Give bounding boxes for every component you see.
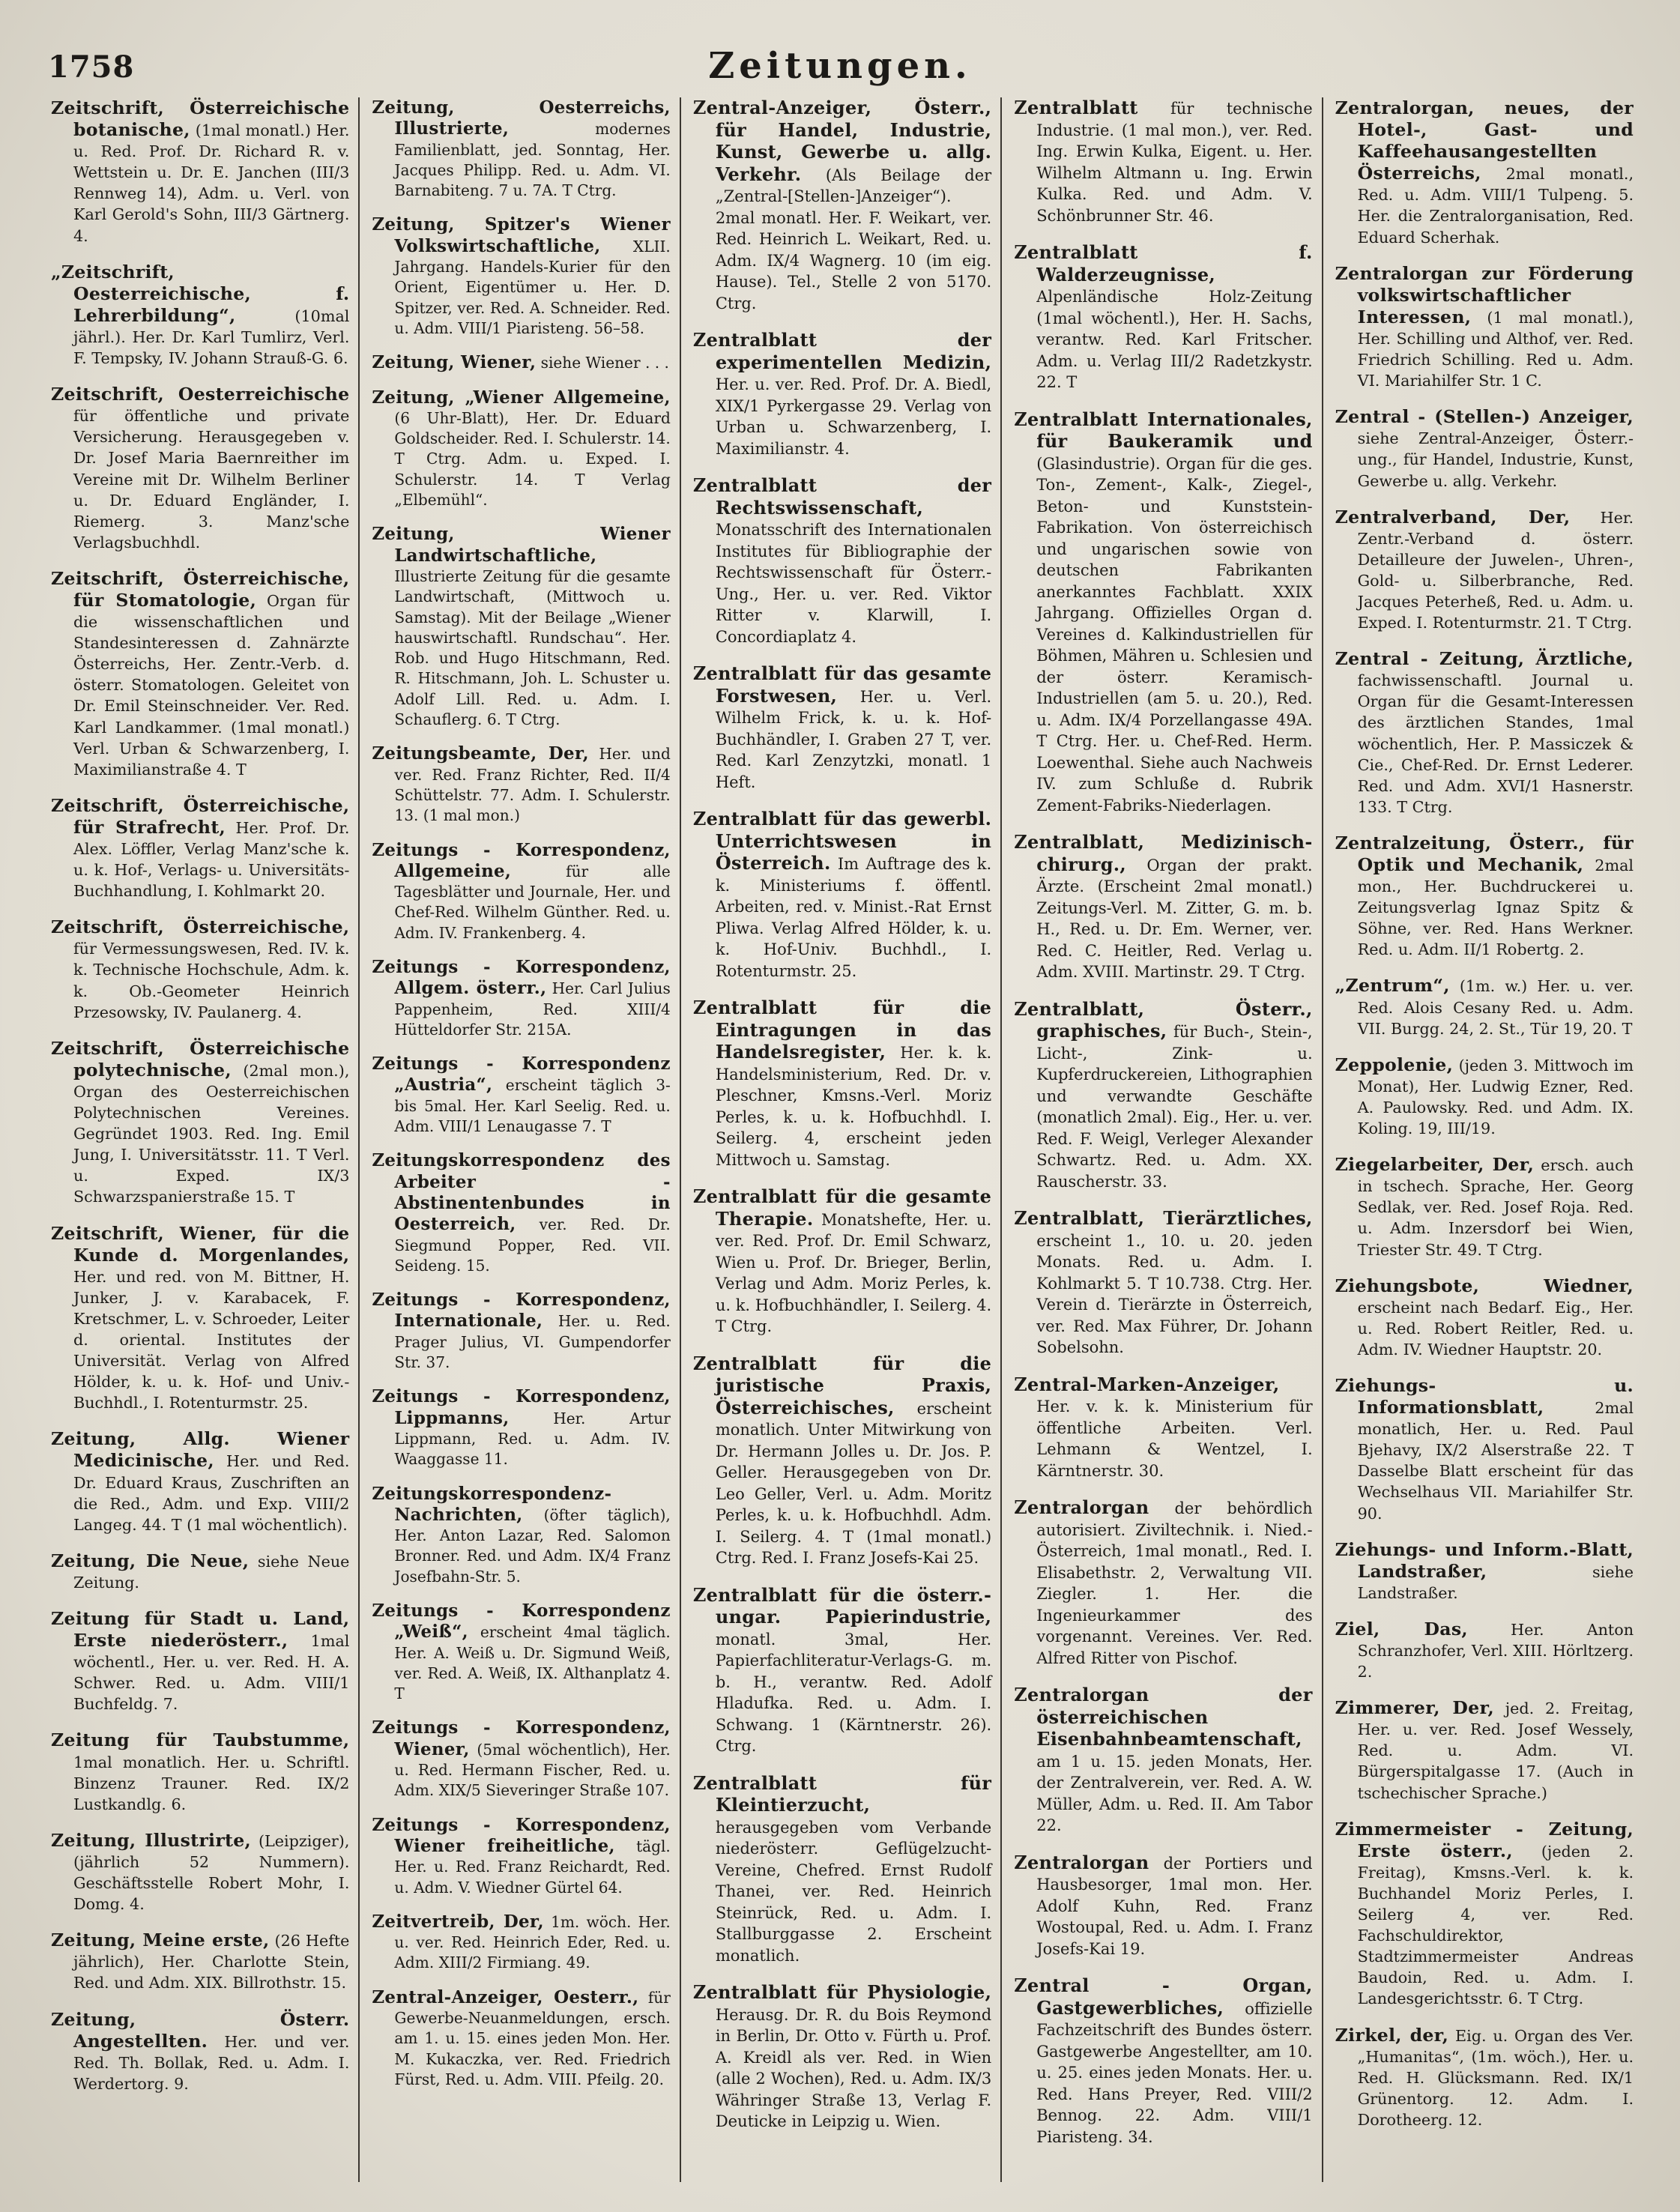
entry-headword: Zentral-Anzeiger, Oesterr., (372, 1986, 639, 2007)
entry-body: (1mal monatl.) Her. u. Red. Prof. Dr. Richard R. v. Wettstein u. Dr. E. Janchen (III/3 Rennweg 14), Adm. u. Verl. von Karl Gerold's Sohn, III/3 Gärtnerg. 4. (73, 121, 350, 245)
directory-entry (1335, 406, 1634, 491)
directory-entry (693, 1982, 991, 2133)
directory-entry (1335, 648, 1634, 818)
entry-headword: Zeitschrift, Österreichische, (51, 916, 350, 938)
entry-body: (1 mal monatl.), Her. Schilling und Althof, ver. Red. Friedrich Schilling. Red u. Adm. VI. Mariahilfer Str. 1 C. (1357, 308, 1634, 390)
entry-body: (Als Beilage der „Zentral-[Stellen-]Anzeiger“). 2mal monatl. Her. F. Weikart, ver. Red. Heinrich L. Weikart, Red. u. Adm. IX/4 Wagnerg. 10 (im eig. Hause). Tel., Stelle 2 von 5170. Ctrg. (715, 166, 992, 312)
entry-headword: Zentralblatt für die juristische Praxis, Österreichisches, (692, 1353, 992, 1418)
directory-entry (51, 1550, 349, 1593)
entry-body: jed. 2. Freitag, Her. u. ver. Red. Josef Wessely, Red. u. Adm. VI. Bürgerspitalgasse 17. (Auch in tschechischer Sprache.) (1357, 1699, 1634, 1802)
entry-headword: Ziehungs- u. Informationsblatt, (1335, 1374, 1634, 1418)
entry-body: Her. Zentr.-Verband d. österr. Detailleure der Juwelen-, Uhren-, Gold- u. Silberbranche, Red. Jacques Peterheß, Red. u. Adm. u. Exped. I. Rotenturmstr. 21. T Ctrg. (1357, 508, 1634, 632)
directory-entry (1335, 1539, 1634, 1604)
directory-entry (372, 387, 670, 511)
entry-headword: Zeitung, Meine erste, (51, 1930, 270, 1951)
entry-headword: Ziehungsbote, Wiedner, (1335, 1275, 1634, 1296)
entry-headword: Zentralorgan (1014, 1852, 1149, 1873)
entry-headword: Zeitung für Taubstumme, (51, 1729, 350, 1751)
entry-body: Im Auftrage des k. k. Ministeriums f. öffentl. Arbeiten, red. v. Minist.-Rat Ernst Pliwa. Verlag Alfred Hölder, k. u. k. Hof-Univ. Buchhdl., I. Rotenturmstr. 25. (715, 855, 992, 980)
entry-body: (5mal wöchentlich), Her. u. Red. Hermann Fischer, Red. u. Adm. XIX/5 Sieveringer Straße 107. (394, 1740, 671, 1800)
entry-headword: Zeitungs - Korrespondenz „Austria“, (372, 1054, 671, 1096)
entry-body: Her. und red. von M. Bittner, H. Junker, J. v. Karabacek, F. Kretschmer, L. v. Schroeder, Leiter d. oriental. Institutes der Universität. Verlag von Alfred Hölder, k. u. k. Hof- und Univ.-Buchhdl., I. Rotenturmstr. 25. (73, 1267, 350, 1412)
directory-entry (693, 997, 991, 1170)
entry-headword: Zeppolenie, (1335, 1054, 1454, 1075)
entry-headword: Zentralorgan, neues, der Hotel-, Gast- und Kaffeehausangestellten Österreichs, (1335, 97, 1634, 184)
directory-entry (693, 97, 991, 314)
directory-entry (1014, 1208, 1312, 1359)
entry-body: Illustrierte Zeitung für die gesamte Landwirtschaft, (Mittwoch u. Samstag). Mit der Beilage „Wiener hauswirtschaftl. Rundschau“. Her. Rob. und Hugo Hitschmann, Red. R. Hitschmann, Joh. L. Schuster u. Adolf Lill. Red. u. Adm. I. Schauflerg. 6. T Ctrg. (394, 566, 671, 729)
directory-entry (693, 475, 991, 647)
directory-entry (693, 663, 991, 793)
directory-entry (372, 214, 670, 339)
entry-headword: Zentralblatt für das gewerbl. Unterrichtswesen in Österreich. (692, 809, 992, 874)
directory-entry (51, 262, 349, 369)
entry-body: Alpenländische Holz-Zeitung (1mal wöchentl.), Her. H. Sachs, verantw. Red. Karl Fritscher. Adm. u. Verlag III/2 Radetzkystr. 22. T (1036, 288, 1313, 391)
directory-entry (372, 1601, 670, 1704)
entry-headword: Zentralverband, Der, (1335, 506, 1571, 528)
entry-body: Her. Anton Schranzhofer, Verl. XIII. Hörltzerg. 2. (1357, 1620, 1634, 1681)
directory-entry (372, 1484, 670, 1587)
entry-body: ver. Red. Dr. Siegmund Popper, Red. VII. Seideng. 15. (394, 1215, 671, 1275)
directory-entry (1335, 1819, 1634, 2010)
directory-entry (1335, 1154, 1634, 1260)
entry-headword: Zeitung, Österr. Angestellten. (51, 2008, 350, 2052)
directory-entry (1335, 2025, 1634, 2130)
entry-body: siehe Landstraßer. (1357, 1562, 1634, 1602)
entry-body: erscheint täglich 3- bis 5mal. Her. Karl Seelig. Red. u. Adm. VIII/1 Lenaugasse 7. T (394, 1076, 671, 1136)
directory-entry (1335, 97, 1634, 248)
entry-body: 1mal monatlich. Her. u. Schriftl. Binzenz Trauner. Red. IX/2 Lustkandlg. 6. (73, 1753, 350, 1813)
directory-entry (1335, 1054, 1634, 1139)
entry-headword: Zeitungs - Korrespondenz, Wiener freiheitliche, (372, 1814, 671, 1856)
entry-body: Her. Artur Lippmann, Red. u. Adm. IV. Waaggasse 11. (394, 1409, 671, 1469)
directory-entry (372, 1912, 670, 1974)
entry-headword: Zimmermeister - Zeitung, Erste österr., (1335, 1818, 1634, 1861)
entry-body: für Vermessungswesen, Red. IV. k. k. Technische Hochschule, Adm. k. k. Ob.-Geometer Heinrich Przesowsky, IV. Paulanerg. 4. (73, 940, 350, 1021)
entry-headword: Ziehungs- und Inform.-Blatt, Landstraßer, (1335, 1538, 1634, 1582)
entry-body: siehe Neue Zeitung. (73, 1552, 350, 1592)
entry-headword: Zeitungskorrespondenz-Nachrichten, (372, 1483, 612, 1525)
entry-headword: Zentral-Anzeiger, Österr., für Handel, Industrie, Kunst, Gewerbe u. allg. Verkehr. (692, 97, 992, 185)
entry-headword: Zentralblatt (1014, 97, 1138, 118)
entry-body: siehe Wiener . . . (536, 354, 669, 372)
directory-entry (1014, 97, 1312, 226)
directory-entry (1335, 1375, 1634, 1524)
entry-headword: Zentralblatt f. Walderzeugnisse, (1014, 242, 1313, 285)
column-5 (1322, 97, 1643, 2182)
directory-entry (372, 1054, 670, 1137)
entry-headword: Zentralblatt, Österr., graphisches, (1014, 998, 1313, 1042)
directory-entry (1335, 975, 1634, 1039)
entry-body: Herausg. Dr. R. du Bois Reymond in Berlin, Dr. Otto v. Fürth u. Prof. A. Kreidl als ver. Red. in Wien (alle 2 Wochen), Red. u. Adm. IX/3 Währinger Straße 13, Verlag F. Deuticke in Leipzig u. Wien. (715, 2005, 992, 2130)
directory-entry (693, 330, 991, 459)
directory-entry (372, 840, 670, 943)
entry-headword: „Zentrum“, (1335, 975, 1450, 997)
directory-entry (1335, 832, 1634, 961)
entry-headword: Zentral - Organ, Gastgewerbliches, (1014, 1975, 1313, 2019)
entry-body: (2mal mon.), Organ des Oesterreichischen Polytechnischen Vereines. Gegründet 1903. Red. Ing. Emil Jung, I. Universitätsstr. 11. T Verl. u. Exped. IX/3 Schwarzspanierstraße 15. T (73, 1061, 350, 1206)
entry-headword: Zeitschrift, Oesterreichische (51, 384, 350, 405)
entry-headword: Zentralblatt der Rechtswissenschaft, (692, 475, 992, 519)
directory-entry (372, 1150, 670, 1276)
entry-headword: Zentral-Marken-Anzeiger, (1014, 1374, 1280, 1395)
entry-headword: Zeitungskorrespondenz des Arbeiter - Abstinentenbundes in Oesterreich, (372, 1150, 671, 1235)
entry-body: 2mal mon., Her. Buchdruckerei u. Zeitungsverlag Ignaz Spitz & Söhne, ver. Red. Hans Werkner. Red. u. Adm. II/1 Robertg. 2. (1357, 856, 1634, 959)
entry-body: herausgegeben vom Verbande niederösterr. Geflügelzucht-Vereine, Chefred. Ernst Rudolf Thanei, ver. Red. Heinrich Steinrück, Red. u. Adm. I. Stallburggasse 2. Erscheint monatlich. (715, 1818, 992, 1965)
entry-body: fachwissenschaftl. Journal u. Organ für die Gesamt-Interessen des ärztlichen Standes, 1mal wöchentlich, Her. P. Massiczek & Cie., Chef-Red. Dr. Ernst Lederer. Red. und Adm. XVI/1 Hasnerstr. 133. T Ctrg. (1357, 671, 1634, 816)
directory-entry (693, 809, 991, 982)
directory-entry (1014, 999, 1312, 1193)
entry-headword: Zentralblatt, Medizinisch-chirurg., (1014, 832, 1313, 875)
entry-body: (6 Uhr-Blatt), Her. Dr. Eduard Goldscheider. Red. I. Schulerstr. 14. T Ctrg. Adm. u. Exped. I. Schulerstr. 14. T Verlag „Elbemühl“. (394, 408, 671, 510)
entry-body: für technische Industrie. (1 mal mon.), ver. Red. Ing. Erwin Kulka, Eigent. u. Her. Wilhelm Altmann u. Ing. Erwin Kulka. Red. und Adm. V. Schönbrunner Str. 46. (1036, 100, 1313, 225)
entry-body: für Gewerbe-Neuanmeldungen, ersch. am 1. u. 15. eines jeden Mon. Her. M. Kukaczka, ver. Red. Friedrich Fürst, Red. u. Adm. VIII. Pfeilg. 20. (394, 1988, 671, 2088)
entry-body: Her. Carl Julius Pappenheim, Red. XIII/4 Hütteldorfer Str. 215A. (394, 979, 671, 1039)
entry-body: am 1 u. 15. jeden Monats, Her. der Zentralverein, ver. Red. A. W. Müller, Adm. u. Red. II. Am Tabor 22. (1036, 1752, 1313, 1834)
entry-headword: Zentralblatt für die Eintragungen in das Handelsregister, (692, 997, 992, 1063)
entry-headword: Zentral - Zeitung, Ärztliche, (1335, 648, 1634, 670)
entry-body: der Portiers und Hausbesorger, 1mal mon. Her. Adolf Kuhn, Red. Franz Wostoupal, Red. u. Adm. I. Franz Josefs-Kai 19. (1036, 1854, 1313, 1958)
column-1 (48, 97, 358, 2182)
entry-headword: Zentralorgan zur Förderung volkswirtschaftlicher Interessen, (1335, 262, 1634, 327)
entry-headword: Zeitung, Oesterreichs, Illustrierte, (372, 97, 671, 139)
entry-headword: Zeitungsbeamte, Der, (372, 743, 589, 764)
directory-entry (372, 1815, 670, 1898)
entry-body: monatl. 3mal, Her. Papierfachliteratur-Verlags-G. m. b. H., verantw. Red. Adolf Hladufka. Red. u. Adm. I. Schwang. 1 (Kärntnerstr. 26). Ctrg. (715, 1630, 992, 1755)
entry-body: ersch. auch in tschech. Sprache, Her. Georg Sedlak, ver. Red. Josef Roja. Red. u. Adm. Inzersdorf bei Wien, Triester Str. 49. T Ctrg. (1357, 1156, 1634, 1259)
entry-headword: Zentralblatt für Kleintierzucht, (692, 1772, 992, 1816)
entry-headword: Zeitung, Wiener, (372, 352, 537, 373)
entry-headword: Zeitungs - Korrespondenz, Wiener, (372, 1717, 671, 1759)
entry-body: (Leipziger), (jährlich 52 Nummern). Geschäftsstelle Robert Mohr, I. Domg. 4. (73, 1831, 350, 1914)
entry-body: für Buch-, Stein-, Licht-, Zink- u. Kupferdruckereien, Lithographien und verwandte Geschäfte (monatlich 2mal). Eig., Her. u. ver. Red. F. Weigl, Verleger Alexander Schwartz. Red. u. Adm. XX. Rauscherstr. 33. (1036, 1023, 1313, 1191)
directory-entry (372, 1290, 670, 1373)
entry-headword: Ziel, Das, (1335, 1618, 1468, 1640)
entry-headword: Zentralblatt Internationales, für Baukeramik und (1014, 408, 1313, 452)
page-number: 1758 (48, 49, 135, 85)
directory-entry (51, 1038, 349, 1208)
entry-headword: „Zeitschrift, Oesterreichische, f. Lehrerbildung“, (51, 261, 350, 326)
entry-body: erscheint 1., 10. u. 20. jeden Monats. Red. u. Adm. I. Kohlmarkt 5. T 10.738. Ctrg. Her. Verein d. Tierärzte in Österreich, ver. Red. Max Führer, Dr. Johann Sobelsohn. (1036, 1231, 1313, 1356)
entry-body: für alle Tagesblätter und Journale, Her. und Chef-Red. Wilhelm Günther. Red. u. Adm. IV. Frankenberg. 4. (394, 862, 671, 942)
entry-body: (jeden 3. Mittwoch im Monat), Her. Ludwig Ezner, Red. A. Paulowsky. Red. und Adm. IX. Koling. 19, III/19. (1357, 1056, 1634, 1138)
entry-body: Her. u. ver. Red. Prof. Dr. A. Biedl, XIX/1 Pyrkergasse 29. Verlag von Urban u. Schwarzenberg, I. Maximilianstr. 4. (715, 375, 992, 458)
entry-headword: Zentralblatt für die österr.-ungar. Papierindustrie, (692, 1584, 992, 1628)
entry-headword: Zeitschrift, Österreichische, für Stomatologie, (51, 567, 350, 611)
entry-body: erscheint nach Bedarf. Eig., Her. u. Red. Robert Reitler, Red. u. Adm. IV. Wiedner Hauptstr. 20. (1357, 1298, 1634, 1359)
directory-entry (51, 1608, 349, 1714)
entry-headword: Zeitungs - Korrespondenz, Lippmanns, (372, 1386, 671, 1428)
directory-entry (372, 957, 670, 1040)
entry-headword: Zentralblatt für das gesamte Forstwesen, (692, 663, 992, 707)
entry-body: tägl. Her. u. Red. Franz Reichardt, Red. u. Adm. V. Wiedner Gürtel 64. (394, 1837, 671, 1897)
directory-columns (48, 97, 1643, 2182)
entry-body: (1m. w.) Her. u. ver. Red. Alois Cesany Red. u. Adm. VII. Burgg. 24, 2. St., Tür 19, 20. T (1357, 977, 1634, 1038)
entry-body: Monatsschrift des Internationalen Institutes für Bibliographie der Rechtswissenschaft für Österr.-Ung., Her. u. ver. Red. Viktor Ritter v. Klarwill, I. Concordiaplatz 4. (715, 521, 992, 646)
directory-entry (1335, 263, 1634, 392)
entry-headword: Zeitschrift, Wiener, für die Kunde d. Morgenlandes, (51, 1222, 350, 1266)
entry-headword: Zeitschrift, Österreichische polytechnische, (51, 1037, 350, 1081)
directory-entry (372, 97, 670, 201)
entry-headword: Zentralblatt für die gesamte Therapie. (692, 1186, 992, 1230)
directory-entry (51, 1223, 349, 1414)
entry-headword: Zeitung, Wiener Landwirtschaftliche, (372, 524, 671, 566)
directory-entry (51, 916, 349, 1022)
entry-body: (26 Hefte jährlich), Her. Charlotte Stein, Red. und Adm. XIX. Billrothstr. 15. (73, 1932, 350, 1992)
entry-headword: Zeitung, Allg. Wiener Medicinische, (51, 1428, 350, 1472)
page-header (48, 36, 1632, 96)
entry-body: der behördlich autorisiert. Ziviltechnik. i. Nied.-Österreich, 1mal monatl., Red. I. Elisabethstr. 2, Verwaltung VII. Ziegler. 1. Her. die Ingenieurkammer des vorgenannt. Vereines. Ver. Red. Alfred Ritter von Pischof. (1036, 1499, 1313, 1667)
entry-body: 1m. wöch. Her. u. ver. Red. Heinrich Eder, Red. u. Adm. XIII/2 Firmiang. 49. (394, 1912, 671, 1972)
directory-entry (51, 384, 349, 553)
column-3 (680, 97, 1000, 2182)
directory-entry (1335, 1697, 1634, 1803)
directory-entry (51, 568, 349, 780)
entry-headword: Zentralorgan (1014, 1497, 1149, 1518)
entry-headword: Zeitschrift, Österreichische botanische, (51, 97, 350, 141)
entry-headword: Zentralblatt der experimentellen Medizin, (692, 330, 992, 373)
column-2 (358, 97, 679, 2182)
directory-entry (1014, 1852, 1312, 1960)
entry-body: Organ der prakt. Ärzte. (Erscheint 2mal monatl.) Zeitungs-Verl. M. Zitter, G. m. b. H., Red. u. Dr. Em. Werner, ver. Red. C. Heitler, Red. Verlag u. Adm. XVIII. Martinstr. 29. T Ctrg. (1036, 856, 1313, 981)
directory-entry (372, 352, 670, 373)
entry-body: erscheint monatlich. Unter Mitwirkung von Dr. Hermann Jolles u. Dr. Jos. P. Geller. Herausgegeben von Dr. Leo Geller, Verl. u. Adm. Moritz Perles, k. u. k. Hofbuchhdl. Adm. I. Seilerg. 4. T (1mal monatl.) Ctrg. Red. I. Franz Josefs-Kai 25. (715, 1399, 992, 1567)
entry-body: Eig. u. Organ des Ver. „Humanitas“, (1m. wöch.), Her. u. Red. H. Glücksmann. Red. IX/1 Grünentorg. 12. Adm. I. Dorotheerg. 12. (1357, 2026, 1634, 2129)
entry-body: (Glasindustrie). Organ für die ges. Ton-, Zement-, Kalk-, Ziegel-, Beton- und Kunststein-Fabrikation. Von österreichisch und ungarischen sowie von deutschen Fabrikanten anerkanntes Fachblatt. XXIX Jahrgang. Offizielles Organ d. Vereines d. Kalkindustriellen für Böhmen, Mähren u. Schlesien und der österr. Keramisch-Industriellen (am 5. u. 20.), Red. u. Adm. IX/4 Porzellangasse 49A. T Ctrg. Her. u. Chef-Red. Herm. Loewenthal. Siehe auch Nachweis IV. zum Schluße d. Rubrik Zement-Fabriks-Niederlagen. (1036, 454, 1313, 815)
directory-entry (1014, 1374, 1312, 1482)
directory-entry (693, 1353, 991, 1569)
entry-body: Monatshefte, Her. u. ver. Red. Prof. Dr. Emil Schwarz, Wien u. Prof. Dr. Brieger, Berlin, Verlag und Adm. Moriz Perles, k. u. k. Hofbuchhändler, I. Seilerg. 4. T Ctrg. (715, 1210, 992, 1335)
entry-headword: Ziegelarbeiter, Der, (1335, 1154, 1535, 1176)
entry-body: (öfter täglich), Her. Anton Lazar, Red. Salomon Bronner. Red. und Adm. IX/4 Franz Josefbahn-Str. 5. (394, 1505, 671, 1586)
entry-headword: Zeitung, „Wiener Allgemeine, (372, 387, 671, 408)
directory-entry (1335, 1619, 1634, 1682)
entry-body: (10mal jährl.). Her. Dr. Karl Tumlirz, Verl. F. Tempsky, IV. Johann Strauß-G. 6. (73, 306, 350, 368)
entry-headword: Zeitungs - Korrespondenz „Weiß“, (372, 1601, 671, 1643)
entry-body: offizielle Fachzeitschrift des Bundes österr. Gastgewerbe Angestellter, am 10. u. 25. eines jeden Monats. Her. u. Red. Hans Preyer, Red. VIII/2 Bennog. 22. Adm. VIII/1 Piaristeng. 34. (1036, 1999, 1313, 2146)
entry-headword: Zeitungs - Korrespondenz, Allgemeine, (372, 839, 671, 881)
entry-headword: Zentralblatt für Physiologie, (692, 1982, 992, 2003)
entry-body: (jeden 2. Freitag), Kmsns.-Verl. k. k. Buchhandel Moriz Perles, I. Seilerg 4, ver. Red. Fachschuldirektor, Stadtzimmermeister Andreas Baudoin, Red. u. Adm. I. Landesgerichtsstr. 6. T Ctrg. (1357, 1842, 1634, 2008)
entry-headword: Zeitungs - Korrespondenz, Allgem. österr., (372, 956, 671, 999)
directory-entry (51, 1930, 349, 1993)
entry-body: 2mal monatlich, Her. u. Red. Paul Bjehavy, IX/2 Alserstraße 22. T Dasselbe Blatt erscheint für das Wechselhaus VII. Mariahilfer Str. 90. (1357, 1399, 1634, 1523)
directory-entry (1014, 242, 1312, 393)
entry-body: 1mal wöchentl., Her. u. ver. Red. H. A. Schwer. Red. u. Adm. VIII/1 Buchfeldg. 7. (73, 1632, 350, 1714)
directory-entry (51, 97, 349, 247)
directory-entry (1014, 1497, 1312, 1669)
directory-entry (51, 2009, 349, 2094)
entry-body: für öffentliche und private Versicherung. Herausgegeben v. Dr. Josef Maria Baernreither im Vereine mit Dr. Wilhelm Berliner u. Dr. Eduard Engländer, I. Riemerg. 3. Manz'sche Verlagsbuchhdl. (73, 407, 350, 552)
directory-entry (1335, 1275, 1634, 1360)
entry-headword: Zentralblatt, Tierärztliches, (1014, 1208, 1313, 1229)
directory-entry (51, 1830, 349, 1915)
directory-entry (1335, 507, 1634, 634)
entry-body: 2mal monatl., Red. u. Adm. VIII/1 Tulpeng. 5. Her. die Zentralorganisation, Red. Eduard Scherhak. (1357, 165, 1634, 247)
entry-headword: Zirkel, der, (1335, 2024, 1449, 2046)
directory-entry (372, 743, 670, 826)
directory-entry (51, 1729, 349, 1814)
directory-entry (372, 1717, 670, 1801)
entry-body: Her. und Red. Dr. Eduard Kraus, Zuschriften an die Red., Adm. und Exp. VIII/2 Langeg. 44. T (1 mal wöchentlich). (73, 1452, 350, 1534)
page-title: Zeitungen. (708, 45, 972, 87)
entry-body: erscheint 4mal täglich. Her. A. Weiß u. Dr. Sigmund Weiß, ver. Red. A. Weiß, IX. Althanplatz 4. T (394, 1623, 671, 1703)
entry-body: Her. v. k. k. Ministerium für öffentliche Arbeiten. Verl. Lehmann & Wentzel, I. Kärntnerstr. 30. (1036, 1397, 1313, 1480)
entry-headword: Zeitschrift, Österreichische, für Strafrecht, (51, 794, 350, 838)
directory-entry (372, 1386, 670, 1469)
entry-body: Her. u. Verl. Wilhelm Frick, k. u. k. Hof-Buchhändler, I. Graben 27 T, ver. Red. Karl Zenzytzki, monatl. 1 Heft. (715, 687, 992, 791)
directory-entry (51, 795, 349, 901)
entry-headword: Zeitung für Stadt u. Land, Erste niederösterr., (51, 1608, 350, 1652)
directory-entry (1014, 1684, 1312, 1837)
entry-headword: Zeitvertreib, Der, (372, 1911, 544, 1932)
entry-headword: Zeitung, Die Neue, (51, 1550, 250, 1571)
entry-body: Her. und ver. Red. Th. Bollak, Red. u. Adm. I. Werdertorg. 9. (73, 2032, 350, 2093)
entry-headword: Zeitung, Illustrirte, (51, 1829, 252, 1851)
entry-body: Organ für die wissenschaftlichen und Standesinteressen d. Zahnärzte Österreichs, Her. Zentr.-Verb. d. österr. Stomatologen. Geleitet von Dr. Emil Steinschneider. Ver. Red. Karl Landkammer. (1mal monatl.) Verl. Urban & Schwarzenberg, I. Maximilianstraße 4. T (73, 591, 350, 779)
directory-entry (1014, 409, 1312, 817)
directory-entry (51, 1428, 349, 1535)
directory-entry (372, 524, 670, 730)
entry-headword: Zimmerer, Der, (1335, 1697, 1494, 1719)
entry-headword: Zentralorgan der österreichischen Eisenbahnbeamtenschaft, (1014, 1684, 1313, 1750)
directory-entry (693, 1186, 991, 1338)
directory-entry (372, 1987, 670, 2090)
entry-body: Her. k. k. Handelsministerium, Red. Dr. v. Pleschner, Kmsns.-Verl. Moriz Perles, k. u. k. Hofbuchhdl. I. Seilerg. 4, erscheint jeden Mittwoch u. Samstag. (715, 1044, 992, 1169)
directory-entry (1014, 1975, 1312, 2148)
entry-body: Her. u. Red. Prager Julius, VI. Gumpendorfer Str. 37. (394, 1312, 671, 1372)
entry-headword: Zentral - (Stellen-) Anzeiger, (1335, 406, 1634, 428)
entry-headword: Zentralzeitung, Österr., für Optik und Mechanik, (1335, 832, 1634, 875)
entry-body: siehe Zentral-Anzeiger, Österr.-ung., für Handel, Industrie, Kunst, Gewerbe u. allg. Verkehr. (1357, 429, 1634, 490)
column-4 (1000, 97, 1321, 2182)
directory-entry (1014, 832, 1312, 983)
entry-headword: Zeitungs - Korrespondenz, Internationale, (372, 1290, 671, 1332)
entry-body: XLII. Jahrgang. Handels-Kurier für den Orient, Eigentümer u. Her. D. Spitzer, ver. Red. A. Schneider. Red. u. Adm. VIII/1 Piaristeng. 56–58. (394, 237, 671, 337)
entry-body: Her. und ver. Red. Franz Richter, Red. II/4 Schüttelstr. 77. Adm. I. Schulerstr. 13. (1 mal mon.) (394, 745, 671, 825)
entry-body: Her. Prof. Dr. Alex. Löffler, Verlag Manz'sche k. u. k. Hof-, Verlags- u. Universitäts-Buchhandlung, I. Kohlmarkt 20. (73, 818, 350, 901)
entry-headword: Zeitung, Spitzer's Wiener Volkswirtschaftliche, (372, 214, 671, 256)
directory-entry (693, 1773, 991, 1967)
directory-entry (693, 1585, 991, 1757)
entry-body: modernes Familienblatt, jed. Sonntag, Her. Jacques Philipp. Red. u. Adm. VI. Barnabiteng. 7 u. 7A. T Ctrg. (394, 120, 671, 200)
